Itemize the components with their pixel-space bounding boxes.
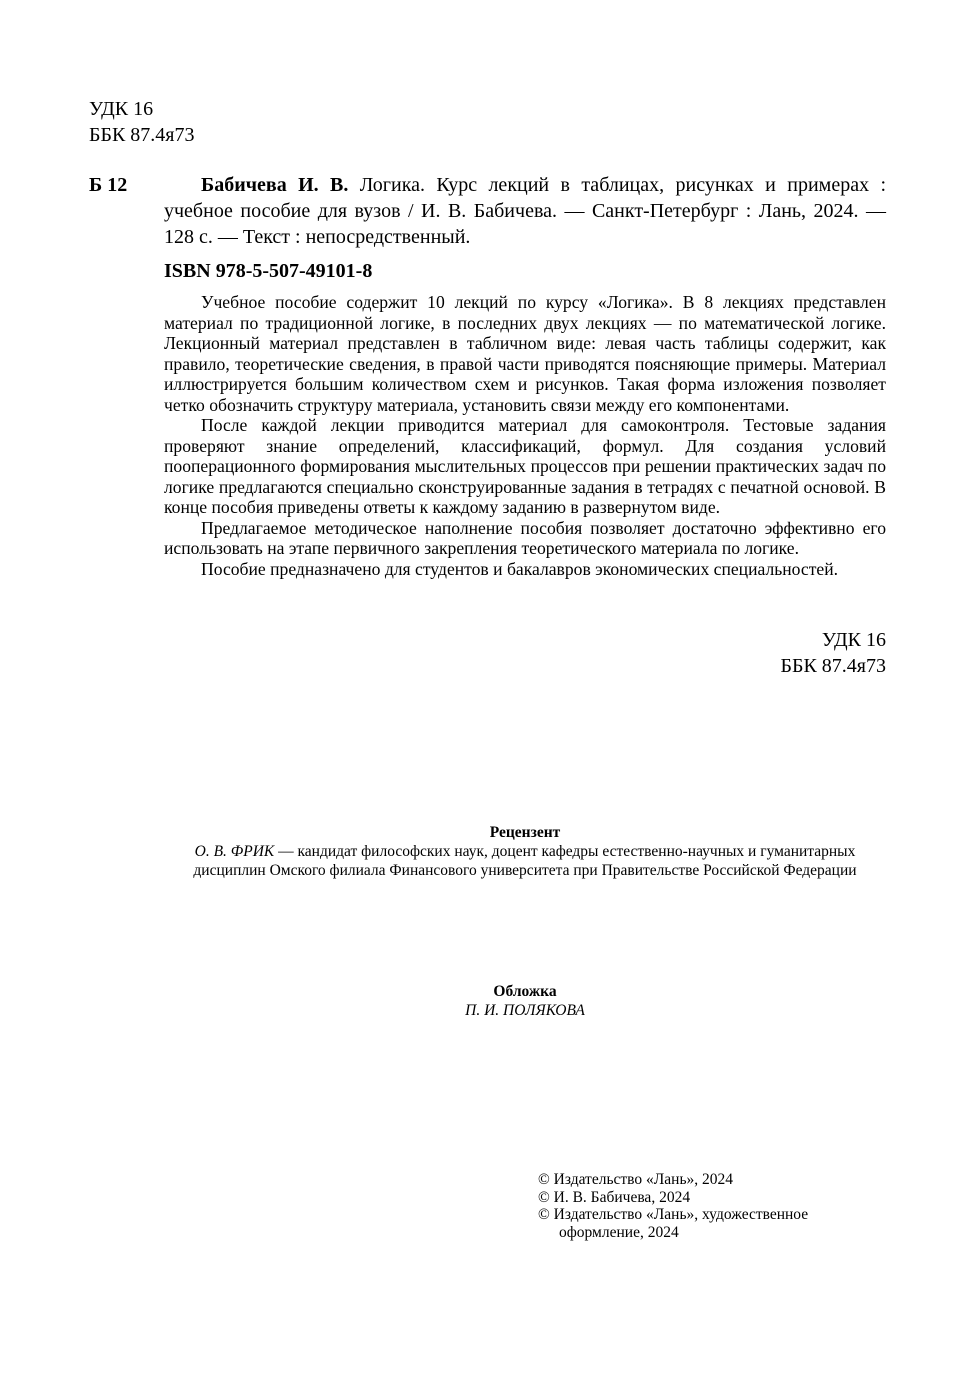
reviewer-block	[164, 823, 886, 880]
annotation	[164, 292, 886, 579]
cover-credit	[164, 982, 886, 1020]
reviewer-description: — кандидат философских наук, доцент кафедры естественно-научных и гуманитарных дисциплин Омского филиала Финансового университета при Правительстве Российской Федерации	[193, 843, 857, 879]
annotation-paragraph: Предлагаемое методическое наполнение пособия позволяет достаточно эффективно его использовать на этапе первичного закрепления теоретического материала по логике.	[164, 517, 886, 558]
author-mark: Б 12	[89, 174, 128, 196]
copyright-line: © Издательство «Лань», 2024	[538, 1171, 734, 1188]
copyright-line: © И. В. Бабичева, 2024	[538, 1188, 691, 1206]
author-name: Бабичева И. В.	[201, 174, 349, 196]
bibliographic-description: Логика. Курс лекций в таблицах, рисунках и примерах : учебное пособие для вузов / И. В. Бабичева. — Санкт-Петербург : Лань, 2024. — 128 с. — Текст : непосредственный.	[164, 174, 887, 248]
isbn: ISBN 978-5-507-49101-8	[164, 260, 373, 282]
copyright-block	[538, 1171, 808, 1241]
reviewer-heading: Рецензент	[489, 824, 561, 841]
copyright-line: © Издательство «Лань», художественное	[538, 1206, 809, 1223]
bibliographic-entry	[164, 172, 886, 250]
cover-heading: Обложка	[493, 983, 557, 1000]
annotation-paragraph: После каждой лекции приводится материал для самоконтроля. Тестовые задания проверяют знание определений, классификаций, формул. Для создания условий пооперационного формирования мыслительных процессов при решении практических задач по логике предлагаются специально сконструированные задания в тетрадях с печатной основой. В конце пособия приведены ответы к каждому заданию в развернутом виде.	[164, 415, 886, 517]
annotation-paragraph: Учебное пособие содержит 10 лекций по курсу «Логика». В 8 лекциях представлен материал по традиционной логике, в последних двух лекциях — по математической логике. Лекционный материал представлен в табличном виде: левая часть таблицы содержит, как правило, теоретические сведения, в правой части приводятся поясняющие примеры. Материал иллюстрируется большим количеством схем и рисунков. Такая форма изложения позволяет четко обозначить структуру материала, установить связи между его компонентами.	[164, 292, 886, 415]
copyright-line: оформление, 2024	[559, 1223, 679, 1241]
annotation-paragraph: Пособие предназначено для студентов и бакалавров экономических специальностей.	[201, 558, 839, 579]
cover-artist: П. И. ПОЛЯКОВА	[465, 1002, 585, 1019]
bbk-code: ББК 87.4я73	[780, 655, 886, 677]
udk-code: УДК 16	[89, 98, 154, 120]
reviewer-info	[164, 842, 886, 880]
reviewer-name: О. В. ФРИК	[194, 843, 275, 860]
bbk-code: ББК 87.4я73	[89, 124, 195, 146]
udk-block-right	[780, 627, 886, 679]
udk-code: УДК 16	[821, 629, 886, 651]
udk-block-top	[89, 96, 195, 148]
